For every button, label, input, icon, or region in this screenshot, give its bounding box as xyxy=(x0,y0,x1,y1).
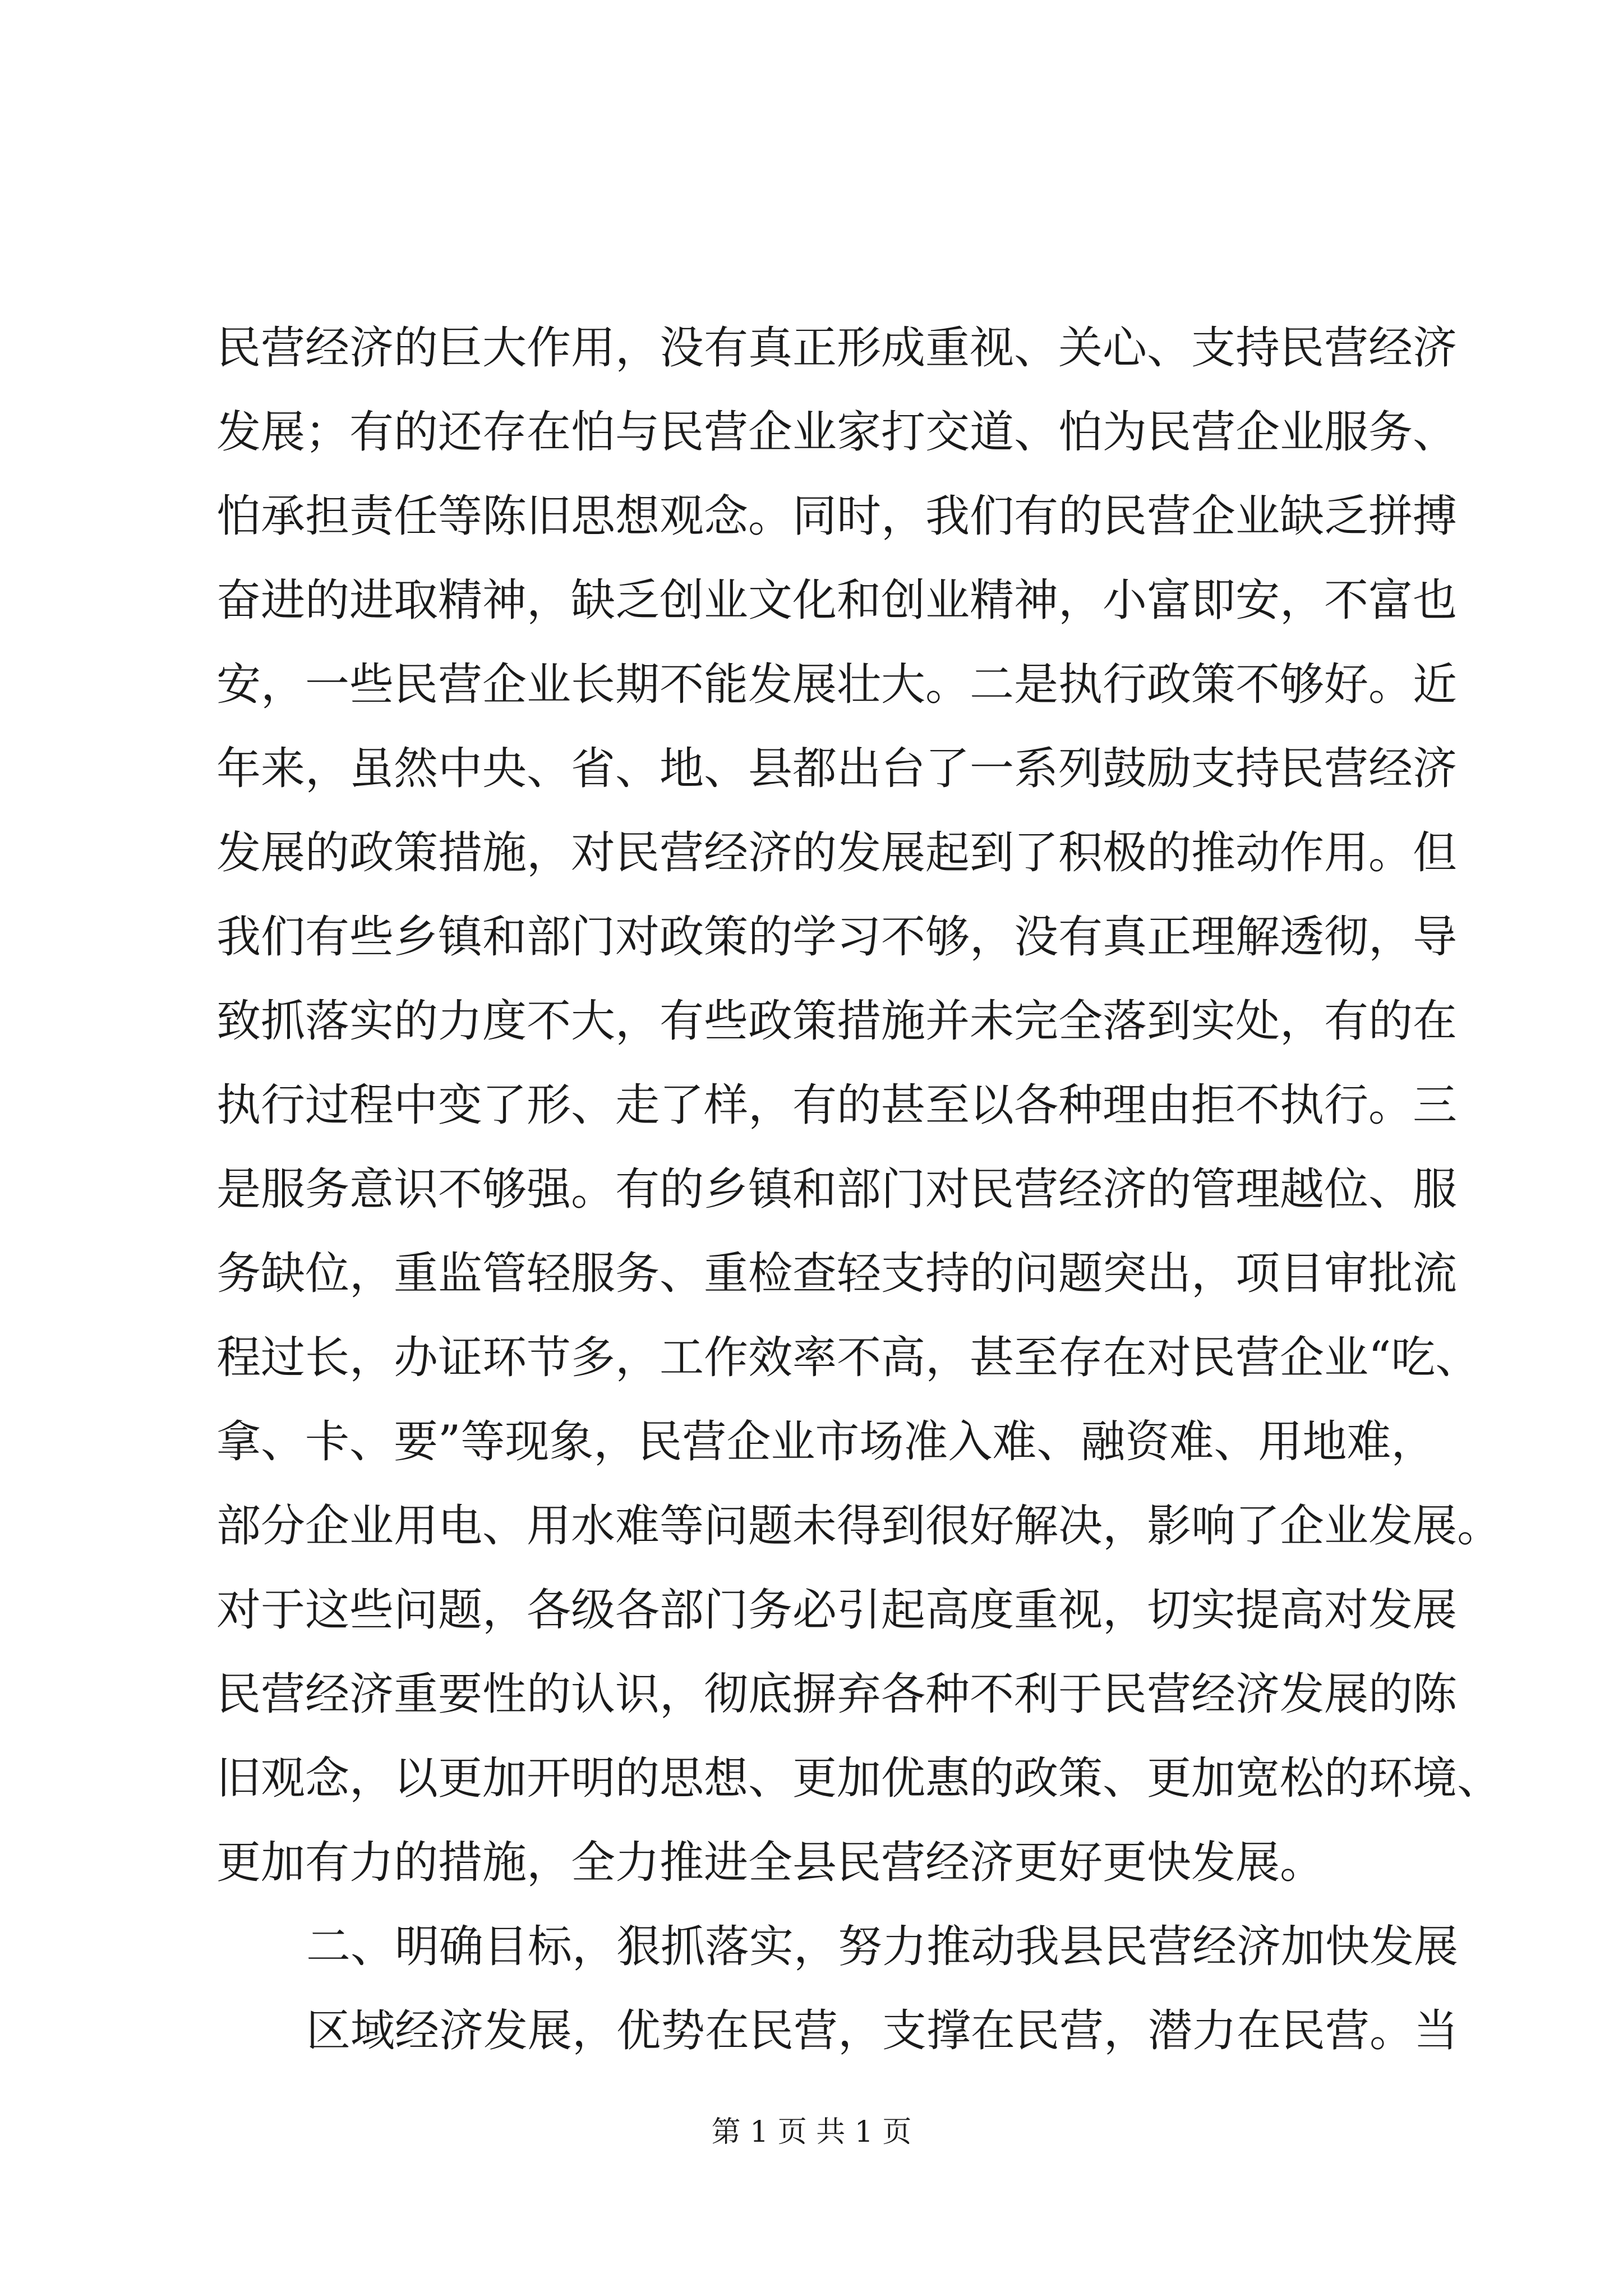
text-line: 务缺位，重监管轻服务、重检查轻支持的问题突出，项目审批流 xyxy=(216,1248,1457,1299)
text-line: 是服务意识不够强。有的乡镇和部门对民营经济的管理越位、服 xyxy=(216,1163,1457,1215)
text-line: 更加有力的措施，全力推进全县民营经济更好更快发展。 xyxy=(216,1837,1324,1888)
text-line: 部分企业用电、用水难等问题未得到很好解决，影响了企业发展。 xyxy=(216,1500,1501,1552)
text-line: 我们有些乡镇和部门对政策的学习不够，没有真正理解透彻，导 xyxy=(216,911,1457,963)
text-line: 程过长，办证环节多，工作效率不高，甚至存在对民营企业“吃、 xyxy=(216,1332,1480,1383)
text-line: 对于这些问题，各级各部门务必引起高度重视，切实提高对发展 xyxy=(216,1584,1457,1636)
text-line: 执行过程中变了形、走了样，有的甚至以各种理由拒不执行。三 xyxy=(216,1079,1457,1131)
text-line: 区域经济发展，优势在民营，支撑在民营，潜力在民营。当 xyxy=(306,2005,1458,2056)
text-line: 拿、卡、要”等现象，民营企业市场准入难、融资难、用地难， xyxy=(216,1416,1436,1467)
text-line: 安，一些民营企业长期不能发展壮大。二是执行政策不够好。近 xyxy=(216,659,1457,710)
text-line: 发展的政策措施，对民营经济的发展起到了积极的推动作用。但 xyxy=(216,827,1457,878)
text-line: 发展；有的还存在怕与民营企业家打交道、怕为民营企业服务、 xyxy=(216,406,1457,458)
document-body xyxy=(216,306,1501,2073)
text-line: 致抓落实的力度不大，有些政策措施并未完全落到实处，有的在 xyxy=(216,995,1457,1047)
text-line: 旧观念，以更加开明的思想、更加优惠的政策、更加宽松的环境、 xyxy=(216,1752,1501,1804)
text-line: 年来，虽然中央、省、地、县都出台了一系列鼓励支持民营经济 xyxy=(216,743,1457,794)
text-line: 奋进的进取精神，缺乏创业文化和创业精神，小富即安，不富也 xyxy=(216,574,1457,626)
page-footer: 第 1 页 共 1 页 xyxy=(711,2115,912,2149)
text-line: 怕承担责任等陈旧思想观念。同时，我们有的民营企业缺乏拼搏 xyxy=(216,490,1457,542)
text-line: 民营经济重要性的认识，彻底摒弃各种不利于民营经济发展的陈 xyxy=(216,1668,1457,1720)
text-line: 民营经济的巨大作用，没有真正形成重视、关心、支持民营经济 xyxy=(216,322,1457,374)
section-heading: 二、明确目标，狠抓落实，努力推动我县民营经济加快发展 xyxy=(306,1921,1458,1972)
